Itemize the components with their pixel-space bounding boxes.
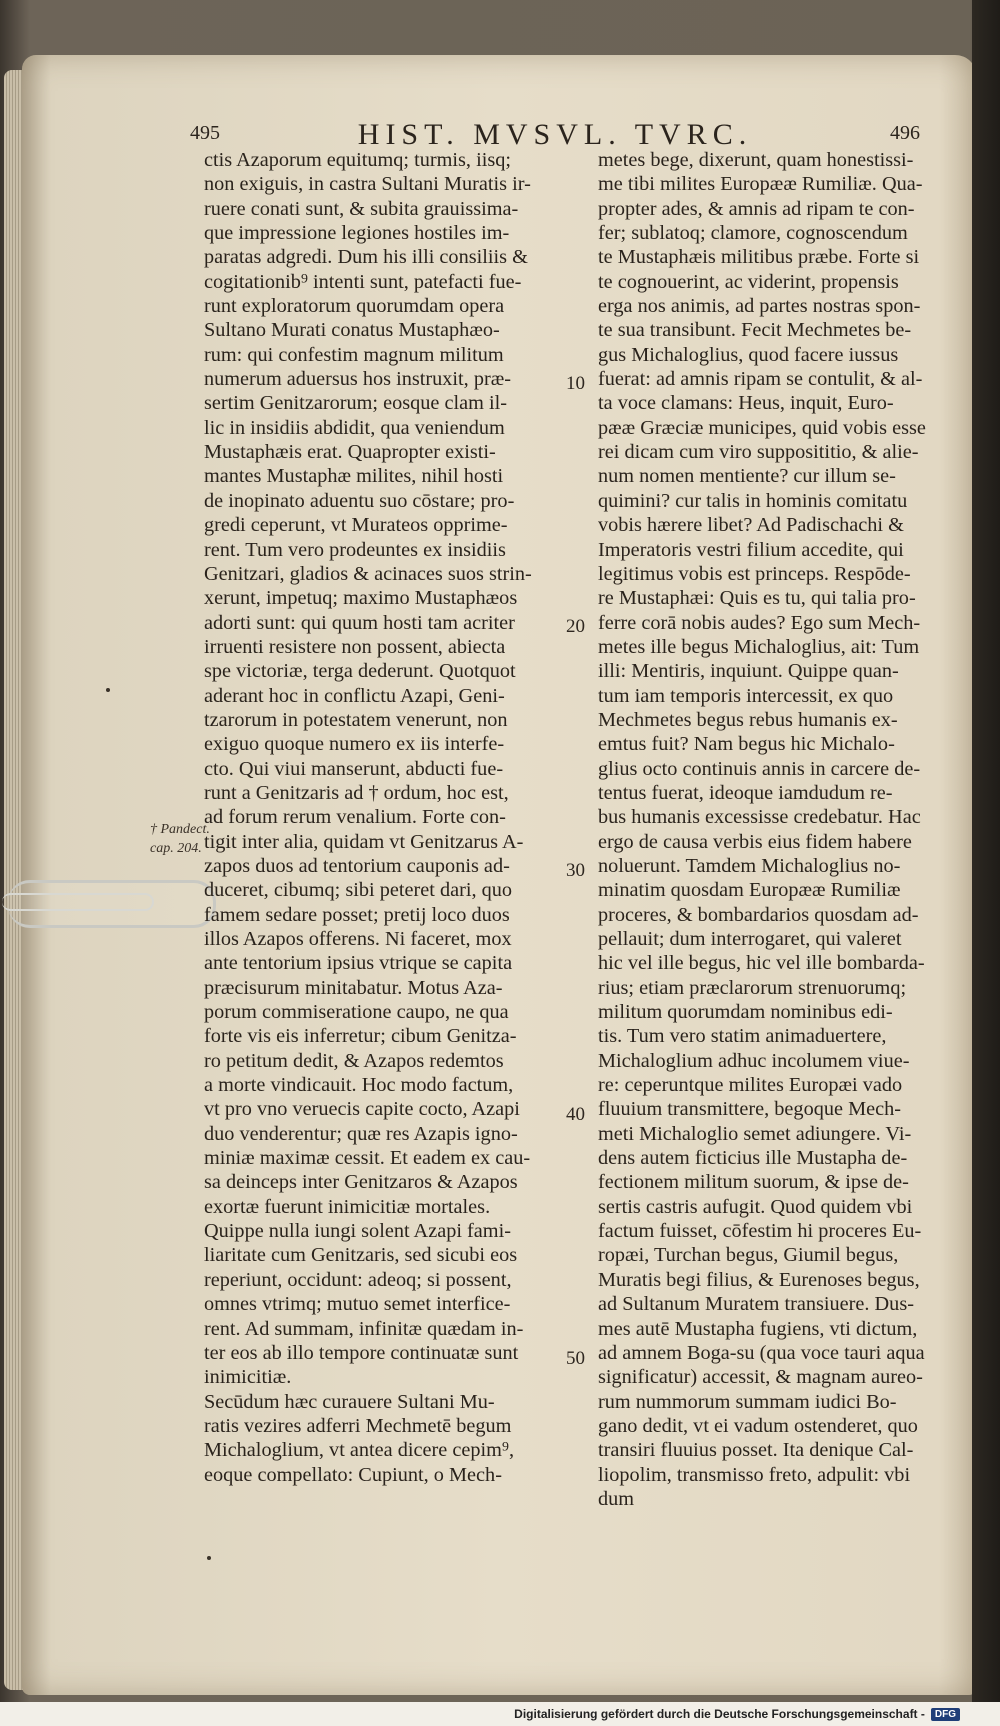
left-text-column (204, 148, 566, 1487)
text-line: ratis vezires adferri Mechmetē begum (204, 1414, 512, 1437)
text-line: ad amnem Boga-su (qua voce tauri aqua (598, 1341, 925, 1364)
text-line: famem sedare posset; pretij loco duos (204, 903, 510, 926)
text-line: Michaloglium adhuc incolumem viue- (598, 1049, 910, 1072)
dfg-logo: DFG (931, 1708, 960, 1721)
text-line: duceret, cibumq; sibi peteret dari, quo (204, 879, 513, 902)
text-line: fluuium transmittere, begoque Mech- (598, 1098, 902, 1121)
text-line: tzarorum in potestatem venerunt, non (204, 708, 508, 731)
text-line: rum: qui confestim magnum militum (204, 343, 504, 366)
text-line: vt pro vno veruecis capite cocto, Azapi (204, 1098, 520, 1121)
line-number: 40 (566, 1104, 585, 1125)
text-line: hic vel ille begus, hic vel ille bombarda- (598, 952, 925, 975)
text-line: transiri fluuius posset. Ita denique Cal- (598, 1439, 914, 1462)
text-line: forte vis eis inferretur; cibum Genitza- (204, 1025, 517, 1048)
text-line: metes bege, dixerunt, quam honestissi- (598, 149, 914, 171)
text-line: num nomen mentiente? cur illum se- (598, 465, 896, 488)
margin-note-line: cap. 204. (150, 841, 202, 856)
text-line: re: ceperuntque milites Europæi vado (598, 1074, 903, 1097)
text-line: sertis castris aufugit. Quod quidem vbi (598, 1195, 913, 1218)
text-line: exortæ fuerunt inimicitiæ mortales. (204, 1195, 491, 1218)
text-line: gredi ceperunt, vt Murateos opprime- (204, 514, 508, 537)
line-number: 50 (566, 1348, 585, 1369)
right-text-column (598, 148, 936, 1511)
line-number: 20 (566, 616, 585, 637)
text-line: ergo de causa verbis eius fidem habere (598, 830, 912, 853)
text-line: tum iam temporis intercessit, ex quo (598, 684, 894, 707)
text-line: tis. Tum vero statim animaduertere, (598, 1025, 887, 1048)
text-line: Muratis begi filius, & Eurenoses begus, (598, 1268, 920, 1291)
text-line: spe victoriæ, terga dederunt. Quotquot (204, 660, 516, 683)
text-line: Secūdum hæc curauere Sultani Mu- (204, 1390, 495, 1413)
text-line: erga nos animis, ad partes nostras spon- (598, 295, 921, 318)
text-line: adorti sunt: qui quum hosti tam acriter (204, 611, 515, 634)
text-line: Genitzari, gladios & acinaces suos strin- (204, 562, 532, 585)
text-line: exiguo quoque numero ex iis interfe- (204, 733, 505, 756)
text-line: te Mustaphæis militibus præbe. Forte si (598, 246, 920, 269)
text-line: glius octo continuis annis in carcere de- (598, 757, 921, 780)
text-line: Michaloglium, vt antea dicere cepim⁹, (204, 1439, 515, 1462)
text-line: factum fuisset, cōfestim hi proceres Eu- (598, 1220, 922, 1243)
text-line: cto. Qui viui manserunt, abducti fue- (204, 757, 504, 780)
text-line: significatur) accessit, & magnam aureo- (598, 1366, 923, 1389)
book-binding (972, 0, 1000, 1726)
text-line: cogitationib⁹ intenti sunt, patefacti fue- (204, 270, 522, 293)
text-line: omnes vtrimq; mutuo semet interfice- (204, 1293, 511, 1316)
text-line: rent. Tum vero prodeuntes ex insidiis (204, 538, 506, 561)
margin-note (150, 820, 210, 858)
text-line: ruere conati sunt, & subita grauissima- (204, 197, 519, 220)
text-line: ad Sultanum Muratem transiuere. Dus- (598, 1293, 914, 1316)
text-line: ctis Azaporum equitumq; turmis, iisq; (204, 149, 512, 171)
text-line: noluerunt. Tamdem Michaloglius no- (598, 854, 901, 877)
line-number: 10 (566, 373, 585, 394)
text-line: rent. Ad summam, infinitæ quædam in- (204, 1317, 524, 1340)
text-line: dum (598, 1487, 635, 1510)
text-line: meti Michaloglio semet adiungere. Vi- (598, 1122, 912, 1145)
text-line: rei dicam cum viro supposititio, & alie- (598, 441, 919, 464)
page-number-right: 496 (890, 122, 920, 144)
text-line: sertim Genitzarorum; eosque clam il- (204, 392, 507, 415)
text-line: runt a Genitzaris ad † ordum, hoc est, (204, 781, 509, 804)
text-line: Mustaphæis erat. Quapropter existi- (204, 441, 496, 464)
text-line: reperiunt, occidunt: adeoq; si possent, (204, 1268, 512, 1291)
text-line: Sultano Murati conatus Mustaphæo- (204, 319, 500, 342)
text-line: non exiguis, in castra Sultani Muratis ir- (204, 173, 531, 196)
text-line: illi: Mentiris, inquiunt. Quippe quan- (598, 660, 899, 683)
text-line: ropæi, Turchan begus, Giumil begus, (598, 1244, 899, 1267)
text-line: vobis hærere libet? Ad Padischachi & (598, 514, 904, 537)
text-line: bus humanis excessisse credebatur. Hac (598, 806, 921, 829)
text-line: metes ille begus Michaloglius, ait: Tum (598, 635, 920, 658)
text-line: me tibi milites Europææ Rumiliæ. Qua- (598, 173, 923, 196)
ink-spot (207, 1556, 211, 1560)
text-line: liaritate cum Genitzaris, sed sicubi eos (204, 1244, 518, 1267)
running-title: HIST. MVSVL. TVRC. (357, 118, 753, 151)
text-line: aderant hoc in conflictu Azapi, Geni- (204, 684, 505, 707)
text-line: inimicitiæ. (204, 1366, 292, 1389)
text-line: gus Michaloglius, quod facere iussus (598, 343, 899, 366)
text-line: Mechmetes begus rebus humanis ex- (598, 708, 898, 731)
text-line: duo venderentur; quæ res Azapis igno- (204, 1122, 518, 1145)
text-line: rum nummorum summam iudici Bo- (598, 1390, 897, 1413)
text-line: numerum aduersus hos instruxit, præ- (204, 368, 512, 391)
text-line: ante tentorium ipsius vtrique se capita (204, 952, 513, 975)
page-clip (8, 880, 216, 928)
text-line: re Mustaphæi: Quis es tu, qui talia pro- (598, 587, 916, 610)
text-line: proceres, & bombardarios quosdam ad- (598, 903, 919, 926)
text-line: ad forum rerum venalium. Forte con- (204, 806, 506, 829)
text-line: militum quorumdam nominibus edi- (598, 1001, 893, 1024)
text-line: porum commiseratione caupo, ne qua (204, 1001, 509, 1024)
text-line: præcisurum minitabatur. Motus Aza- (204, 976, 503, 999)
text-line: mantes Mustaphæ milites, nihil hosti (204, 465, 504, 488)
text-line: zapos duos ad tentorium cauponis ad- (204, 854, 510, 877)
text-line: lic in insidiis abdidit, qua veniendum (204, 416, 505, 439)
text-line: liopolim, transmisso freto, adpulit: vbi (598, 1463, 911, 1486)
page-number-left: 495 (190, 122, 220, 144)
line-number: 30 (566, 860, 585, 881)
text-line: paratas adgredi. Dum his illi consiliis & (204, 246, 528, 269)
text-line: emtus fuit? Nam begus hic Michalo- (598, 733, 895, 756)
text-line: ferre corā nobis audes? Ego sum Mech- (598, 611, 921, 634)
text-line: que impressione legiones hostiles im- (204, 222, 510, 245)
text-line: te sua transibunt. Fecit Mechmetes be- (598, 319, 912, 342)
text-line: gano dedit, vt ei vadum ostenderet, quo (598, 1414, 918, 1437)
text-line: tentus fuerat, ideoque iamdudum re- (598, 781, 893, 804)
text-line: runt exploratorum quorumdam opera (204, 295, 505, 318)
text-line: ter eos ab illo tempore continuatæ sunt (204, 1341, 519, 1364)
text-line: mes autē Mustapha fugiens, vti dictum, (598, 1317, 918, 1340)
text-line: propter ades, & amnis ad ripam te con- (598, 197, 915, 220)
text-line: Imperatoris vestri filium accedite, qui (598, 538, 904, 561)
text-line: eoque compellato: Cupiunt, o Mech- (204, 1463, 502, 1486)
text-line: fer; sublatoq; clamore, cognoscendum (598, 222, 908, 245)
footer-text: Digitalisierung gefördert durch die Deutsche Forschungsgemeinschaft - (514, 1707, 925, 1721)
text-line: quimini? cur talis in hominis comitatu (598, 489, 908, 512)
text-line: legitimus vobis est princeps. Respōde- (598, 562, 911, 585)
text-line: pellauit; dum interrogaret, qui valeret (598, 928, 902, 950)
text-line: fuerat: ad amnis ripam se contulit, & al- (598, 368, 923, 391)
text-line: te cognouerint, ac viderint, propensis (598, 270, 899, 293)
text-line: de inopinato aduentu suo cōstare; pro- (204, 489, 515, 512)
text-line: illos Azapos offerens. Ni faceret, mox (204, 928, 512, 950)
text-line: dens autem ficticius ille Mustapha de- (598, 1147, 908, 1170)
text-line: tigit inter alia, quidam vt Genitzarus A- (204, 830, 524, 853)
text-line: irruenti resistere non possent, abiecta (204, 635, 506, 658)
text-line: xerunt, impetuq; maximo Mustaphæos (204, 587, 518, 610)
text-line: sa deinceps inter Genitzaros & Azapos (204, 1171, 518, 1194)
margin-note-line: † Pandect. (150, 822, 210, 837)
text-line: Quippe nulla iungi solent Azapi fami- (204, 1220, 511, 1243)
text-line: ro petitum dedit, & Azapos redemtos (204, 1049, 504, 1072)
digitization-footer (0, 1702, 1000, 1726)
text-line: rius; etiam præclarorum strenuorumq; (598, 976, 907, 999)
ink-spot (106, 688, 110, 692)
text-line: pææ Græciæ municipes, quid vobis esse (598, 416, 926, 439)
text-line: minatim quosdam Europææ Rumiliæ (598, 879, 901, 902)
text-line: a morte vindicauit. Hoc modo factum, (204, 1074, 514, 1097)
text-line: miniæ maximæ cessit. Et eadem ex cau- (204, 1147, 531, 1170)
text-line: ta voce clamans: Heus, inquit, Euro- (598, 392, 894, 415)
text-line: fectionem militum suorum, & ipse de- (598, 1171, 909, 1194)
